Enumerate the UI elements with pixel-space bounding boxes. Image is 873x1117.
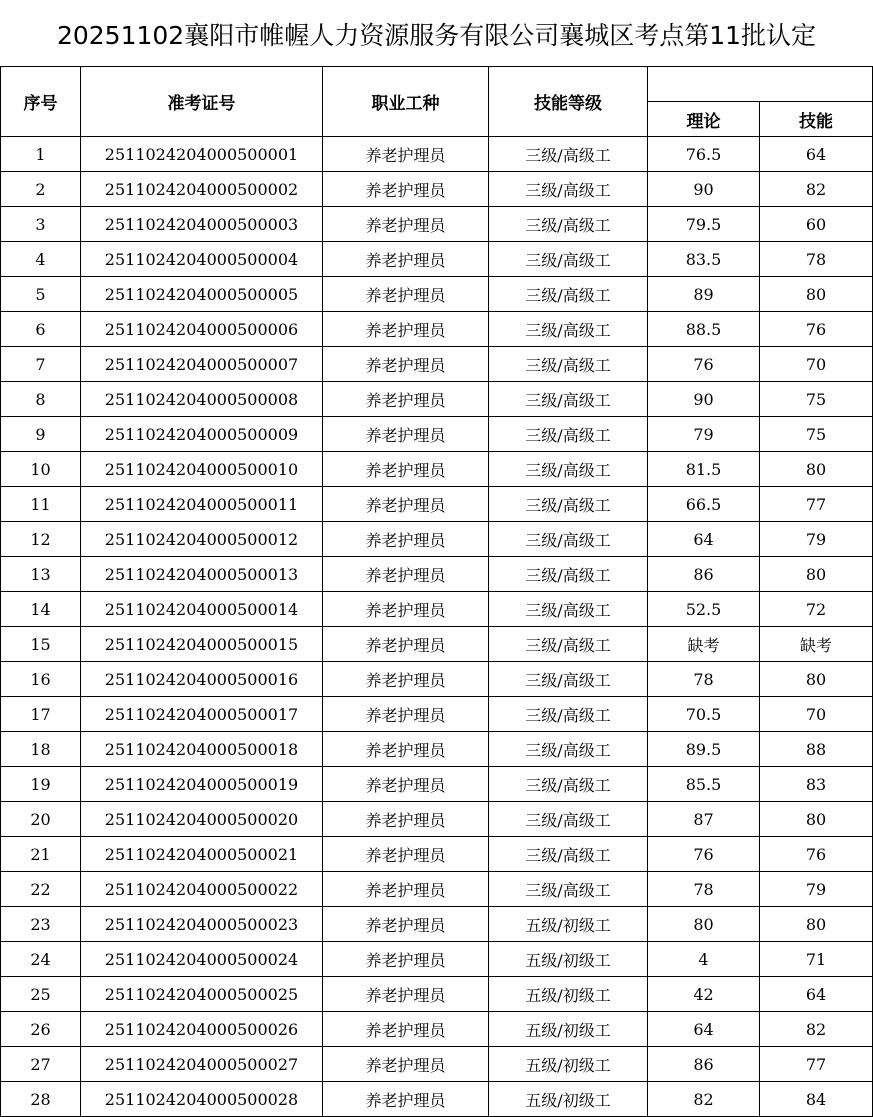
cell-occupation: 养老护理员	[323, 627, 489, 662]
cell-skill-level: 三级/高级工	[489, 417, 648, 452]
cell-skill-level: 三级/高级工	[489, 697, 648, 732]
cell-ticket-number: 2511024204000500028	[81, 1082, 323, 1117]
cell-ticket-number: 2511024204000500022	[81, 872, 323, 907]
cell-occupation: 养老护理员	[323, 312, 489, 347]
cell-skill-level: 三级/高级工	[489, 172, 648, 207]
table-row	[1, 557, 873, 592]
cell-skill-score: 79	[760, 872, 873, 907]
cell-occupation: 养老护理员	[323, 872, 489, 907]
cell-skill-level: 三级/高级工	[489, 382, 648, 417]
cell-skill-score: 88	[760, 732, 873, 767]
cell-ticket-number: 2511024204000500014	[81, 592, 323, 627]
table-row	[1, 382, 873, 417]
cell-occupation: 养老护理员	[323, 452, 489, 487]
cell-ticket-number: 2511024204000500010	[81, 452, 323, 487]
cell-skill-level: 三级/高级工	[489, 627, 648, 662]
cell-occupation: 养老护理员	[323, 1012, 489, 1047]
cell-theory-score: 81.5	[648, 452, 760, 487]
table-row	[1, 137, 873, 172]
cell-seq: 21	[1, 837, 81, 872]
cell-skill-level: 三级/高级工	[489, 277, 648, 312]
cell-ticket-number: 2511024204000500003	[81, 207, 323, 242]
cell-ticket-number: 2511024204000500002	[81, 172, 323, 207]
cell-ticket-number: 2511024204000500021	[81, 837, 323, 872]
cell-ticket-number: 2511024204000500007	[81, 347, 323, 382]
cell-theory-score: 80	[648, 907, 760, 942]
cell-ticket-number: 2511024204000500017	[81, 697, 323, 732]
table-row	[1, 1047, 873, 1082]
cell-seq: 27	[1, 1047, 81, 1082]
header-occupation: 职业工种	[323, 67, 489, 137]
cell-skill-score: 80	[760, 662, 873, 697]
cell-skill-score: 82	[760, 172, 873, 207]
cell-seq: 19	[1, 767, 81, 802]
cell-theory-score: 86	[648, 557, 760, 592]
cell-theory-score: 88.5	[648, 312, 760, 347]
cell-occupation: 养老护理员	[323, 417, 489, 452]
cell-skill-level: 三级/高级工	[489, 592, 648, 627]
cell-ticket-number: 2511024204000500012	[81, 522, 323, 557]
cell-ticket-number: 2511024204000500023	[81, 907, 323, 942]
cell-skill-level: 三级/高级工	[489, 487, 648, 522]
cell-seq: 4	[1, 242, 81, 277]
table-row	[1, 872, 873, 907]
cell-skill-level: 三级/高级工	[489, 837, 648, 872]
cell-occupation: 养老护理员	[323, 207, 489, 242]
cell-theory-score: 76	[648, 347, 760, 382]
cell-skill-level: 三级/高级工	[489, 557, 648, 592]
cell-skill-level: 三级/高级工	[489, 732, 648, 767]
cell-theory-score: 86	[648, 1047, 760, 1082]
cell-seq: 24	[1, 942, 81, 977]
cell-skill-level: 三级/高级工	[489, 137, 648, 172]
cell-seq: 6	[1, 312, 81, 347]
cell-seq: 15	[1, 627, 81, 662]
cell-occupation: 养老护理员	[323, 907, 489, 942]
table-row	[1, 697, 873, 732]
cell-theory-score: 70.5	[648, 697, 760, 732]
cell-skill-score: 82	[760, 1012, 873, 1047]
cell-skill-score: 75	[760, 382, 873, 417]
cell-occupation: 养老护理员	[323, 802, 489, 837]
cell-skill-score: 78	[760, 242, 873, 277]
cell-skill-level: 五级/初级工	[489, 942, 648, 977]
table-header	[1, 67, 873, 137]
table-row	[1, 277, 873, 312]
cell-theory-score: 66.5	[648, 487, 760, 522]
cell-theory-score: 90	[648, 172, 760, 207]
cell-ticket-number: 2511024204000500004	[81, 242, 323, 277]
cell-skill-score: 70	[760, 347, 873, 382]
cell-occupation: 养老护理员	[323, 347, 489, 382]
table-row	[1, 1082, 873, 1117]
cell-skill-score: 64	[760, 977, 873, 1012]
cell-skill-score: 84	[760, 1082, 873, 1117]
table-row	[1, 207, 873, 242]
cell-skill-score: 72	[760, 592, 873, 627]
cell-skill-level: 五级/初级工	[489, 1047, 648, 1082]
cell-theory-score: 76	[648, 837, 760, 872]
cell-theory-score: 64	[648, 522, 760, 557]
cell-occupation: 养老护理员	[323, 732, 489, 767]
cell-seq: 13	[1, 557, 81, 592]
cell-theory-score: 89	[648, 277, 760, 312]
cell-occupation: 养老护理员	[323, 557, 489, 592]
table-row	[1, 627, 873, 662]
cell-theory-score: 52.5	[648, 592, 760, 627]
cell-theory-score: 82	[648, 1082, 760, 1117]
cell-ticket-number: 2511024204000500006	[81, 312, 323, 347]
table-row	[1, 1012, 873, 1047]
cell-seq: 10	[1, 452, 81, 487]
cell-occupation: 养老护理员	[323, 1082, 489, 1117]
cell-occupation: 养老护理员	[323, 662, 489, 697]
cell-occupation: 养老护理员	[323, 1047, 489, 1082]
cell-ticket-number: 2511024204000500011	[81, 487, 323, 522]
table-row	[1, 312, 873, 347]
cell-occupation: 养老护理员	[323, 837, 489, 872]
cell-theory-score: 85.5	[648, 767, 760, 802]
cell-skill-level: 三级/高级工	[489, 767, 648, 802]
cell-occupation: 养老护理员	[323, 382, 489, 417]
table-row	[1, 452, 873, 487]
cell-skill-score: 83	[760, 767, 873, 802]
cell-seq: 23	[1, 907, 81, 942]
table-row	[1, 347, 873, 382]
cell-occupation: 养老护理员	[323, 767, 489, 802]
cell-seq: 14	[1, 592, 81, 627]
table-row	[1, 592, 873, 627]
table-row	[1, 732, 873, 767]
cell-seq: 25	[1, 977, 81, 1012]
table-row	[1, 487, 873, 522]
cell-occupation: 养老护理员	[323, 137, 489, 172]
cell-occupation: 养老护理员	[323, 277, 489, 312]
cell-seq: 3	[1, 207, 81, 242]
cell-seq: 22	[1, 872, 81, 907]
cell-skill-score: 77	[760, 1047, 873, 1082]
table-row	[1, 942, 873, 977]
cell-ticket-number: 2511024204000500024	[81, 942, 323, 977]
cell-skill-level: 三级/高级工	[489, 242, 648, 277]
results-table	[0, 66, 873, 1117]
cell-skill-level: 三级/高级工	[489, 662, 648, 697]
cell-ticket-number: 2511024204000500013	[81, 557, 323, 592]
cell-theory-score: 4	[648, 942, 760, 977]
table-row	[1, 837, 873, 872]
cell-skill-score: 75	[760, 417, 873, 452]
cell-theory-score: 76.5	[648, 137, 760, 172]
cell-ticket-number: 2511024204000500020	[81, 802, 323, 837]
cell-occupation: 养老护理员	[323, 592, 489, 627]
table-body	[1, 137, 873, 1117]
cell-theory-score: 83.5	[648, 242, 760, 277]
cell-theory-score: 64	[648, 1012, 760, 1047]
cell-ticket-number: 2511024204000500005	[81, 277, 323, 312]
cell-ticket-number: 2511024204000500016	[81, 662, 323, 697]
header-skill-level: 技能等级	[489, 67, 648, 137]
table-row	[1, 417, 873, 452]
cell-seq: 26	[1, 1012, 81, 1047]
table-row	[1, 977, 873, 1012]
cell-skill-score: 76	[760, 837, 873, 872]
cell-skill-level: 三级/高级工	[489, 802, 648, 837]
cell-seq: 16	[1, 662, 81, 697]
cell-seq: 9	[1, 417, 81, 452]
cell-theory-score: 78	[648, 662, 760, 697]
cell-seq: 18	[1, 732, 81, 767]
header-seq: 序号	[1, 67, 81, 137]
cell-ticket-number: 2511024204000500026	[81, 1012, 323, 1047]
table-row	[1, 767, 873, 802]
cell-skill-level: 三级/高级工	[489, 347, 648, 382]
cell-occupation: 养老护理员	[323, 487, 489, 522]
header-score-group	[648, 67, 873, 102]
cell-theory-score: 89.5	[648, 732, 760, 767]
cell-seq: 2	[1, 172, 81, 207]
cell-occupation: 养老护理员	[323, 977, 489, 1012]
cell-theory-score: 90	[648, 382, 760, 417]
table-row	[1, 242, 873, 277]
cell-skill-level: 三级/高级工	[489, 522, 648, 557]
cell-ticket-number: 2511024204000500019	[81, 767, 323, 802]
cell-ticket-number: 2511024204000500015	[81, 627, 323, 662]
cell-occupation: 养老护理员	[323, 172, 489, 207]
cell-seq: 7	[1, 347, 81, 382]
cell-seq: 1	[1, 137, 81, 172]
cell-seq: 11	[1, 487, 81, 522]
cell-skill-level: 五级/初级工	[489, 1012, 648, 1047]
cell-skill-level: 五级/初级工	[489, 1082, 648, 1117]
cell-skill-score: 79	[760, 522, 873, 557]
cell-ticket-number: 2511024204000500018	[81, 732, 323, 767]
cell-skill-score: 80	[760, 802, 873, 837]
cell-ticket-number: 2511024204000500027	[81, 1047, 323, 1082]
table-row	[1, 522, 873, 557]
cell-skill-score: 80	[760, 277, 873, 312]
cell-skill-score: 80	[760, 452, 873, 487]
table-row	[1, 907, 873, 942]
cell-skill-score: 80	[760, 907, 873, 942]
cell-ticket-number: 2511024204000500025	[81, 977, 323, 1012]
cell-skill-level: 三级/高级工	[489, 452, 648, 487]
cell-theory-score: 79.5	[648, 207, 760, 242]
cell-seq: 20	[1, 802, 81, 837]
cell-seq: 5	[1, 277, 81, 312]
header-theory: 理论	[648, 102, 760, 137]
cell-ticket-number: 2511024204000500001	[81, 137, 323, 172]
cell-ticket-number: 2511024204000500009	[81, 417, 323, 452]
cell-seq: 28	[1, 1082, 81, 1117]
cell-theory-score: 87	[648, 802, 760, 837]
cell-occupation: 养老护理员	[323, 242, 489, 277]
header-ticket-number: 准考证号	[81, 67, 323, 137]
cell-seq: 12	[1, 522, 81, 557]
cell-occupation: 养老护理员	[323, 942, 489, 977]
table-row	[1, 662, 873, 697]
cell-theory-score: 缺考	[648, 627, 760, 662]
cell-skill-score: 70	[760, 697, 873, 732]
cell-occupation: 养老护理员	[323, 522, 489, 557]
cell-skill-level: 三级/高级工	[489, 312, 648, 347]
table-row	[1, 172, 873, 207]
cell-theory-score: 78	[648, 872, 760, 907]
cell-theory-score: 42	[648, 977, 760, 1012]
header-skill: 技能	[760, 102, 873, 137]
page-title: 20251102襄阳市帷幄人力资源服务有限公司襄城区考点第11批认定	[56, 21, 817, 50]
cell-skill-score: 77	[760, 487, 873, 522]
cell-ticket-number: 2511024204000500008	[81, 382, 323, 417]
cell-skill-score: 71	[760, 942, 873, 977]
cell-skill-level: 五级/初级工	[489, 977, 648, 1012]
cell-occupation: 养老护理员	[323, 697, 489, 732]
cell-skill-level: 五级/初级工	[489, 907, 648, 942]
cell-skill-level: 三级/高级工	[489, 872, 648, 907]
cell-theory-score: 79	[648, 417, 760, 452]
cell-skill-score: 缺考	[760, 627, 873, 662]
cell-seq: 8	[1, 382, 81, 417]
cell-skill-score: 60	[760, 207, 873, 242]
cell-seq: 17	[1, 697, 81, 732]
cell-skill-score: 76	[760, 312, 873, 347]
cell-skill-score: 80	[760, 557, 873, 592]
cell-skill-level: 三级/高级工	[489, 207, 648, 242]
table-row	[1, 802, 873, 837]
cell-skill-score: 64	[760, 137, 873, 172]
